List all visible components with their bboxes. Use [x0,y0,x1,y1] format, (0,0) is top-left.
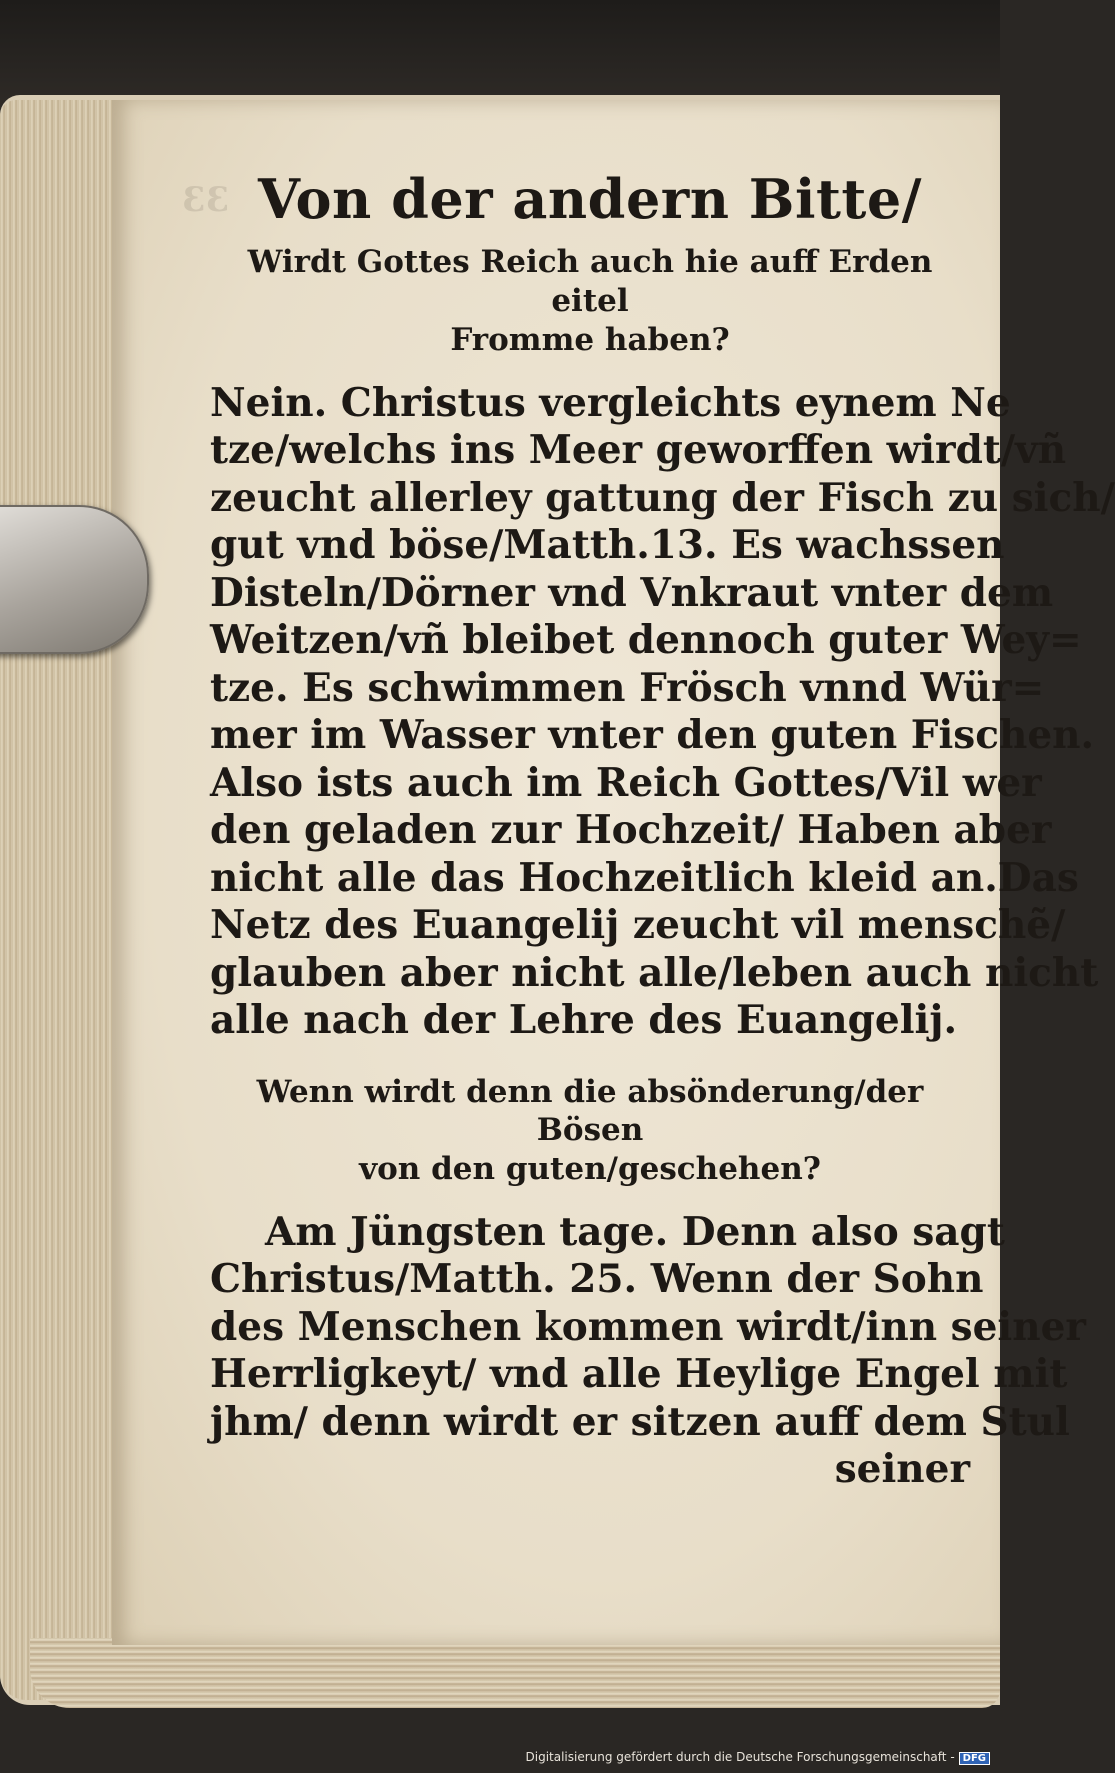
text-line: den geladen zur Hochzeit/ Haben aber [210,807,1052,854]
page-edges [0,100,115,1700]
question-2 [210,1073,970,1189]
text-line: zeucht allerley gattung der Fisch zu sich/ [210,474,1115,521]
digitization-credit [526,1750,991,1765]
text-line: alle nach der Lehre des Euangelij. [210,997,958,1044]
book-clip [0,505,149,654]
question-line: Wenn wirdt denn die absönderung/der Bösen [256,1073,924,1149]
answer-paragraph-2 [210,1208,1086,1494]
text-line: Netz des Euangelij zeucht vil menschẽ/ [210,902,1066,949]
question-1 [210,243,970,359]
show-through-text: 33 [182,180,230,220]
text-line: glauben aber nicht alle/leben auch nicht [210,949,1099,996]
text-line: mer im Wasser vnter den guten Fischen. [210,712,1095,759]
catchword: seiner [834,1446,970,1493]
text-line: Nein. Christus vergleichts eynem Ne [210,379,1011,426]
text-line: tze. Es schwimmen Frösch vnnd Wür= [210,664,1045,711]
text-line: Christus/Matth. 25. Wenn der Sohn [210,1256,984,1303]
question-line: Wirdt Gottes Reich auch hie auff Erden eitel [247,244,933,320]
text-line: Herrligkeyt/ vnd alle Heylige Engel mit [210,1351,1068,1398]
background-top [0,0,1000,110]
question-line: von den guten/geschehen? [359,1151,821,1188]
text-line: nicht alle das Hochzeitlich kleid an.Das [210,854,1079,901]
answer-paragraph-1 [210,379,1115,1045]
bottom-page-edges [30,1638,1000,1708]
text-line: tze/welchs ins Meer geworffen wirdt/vñ [210,427,1067,474]
dfg-logo: DFG [959,1752,990,1765]
text-line: Weitzen/vñ bleibet dennoch guter Wey= [210,617,1082,664]
text-line: Disteln/Dörner vnd Vnkraut vnter dem [210,569,1054,616]
credit-text: Digitalisierung gefördert durch die Deutsche Forschungsgemeinschaft - [525,1750,955,1764]
page-text [210,167,1115,1494]
text-line: Also ists auch im Reich Gottes/Vil wer [210,759,1042,806]
question-line: Fromme haben? [450,321,730,358]
text-line: gut vnd böse/Matth.13. Es wachssen [210,522,1005,569]
page-heading: Von der andern Bitte/ [258,167,922,231]
text-line: jhm/ denn wirdt er sitzen auff dem Stul [210,1398,1070,1445]
text-line: Am Jüngsten tage. Denn also sagt [265,1208,1005,1255]
text-line: des Menschen kommen wirdt/inn seiner [210,1303,1086,1350]
